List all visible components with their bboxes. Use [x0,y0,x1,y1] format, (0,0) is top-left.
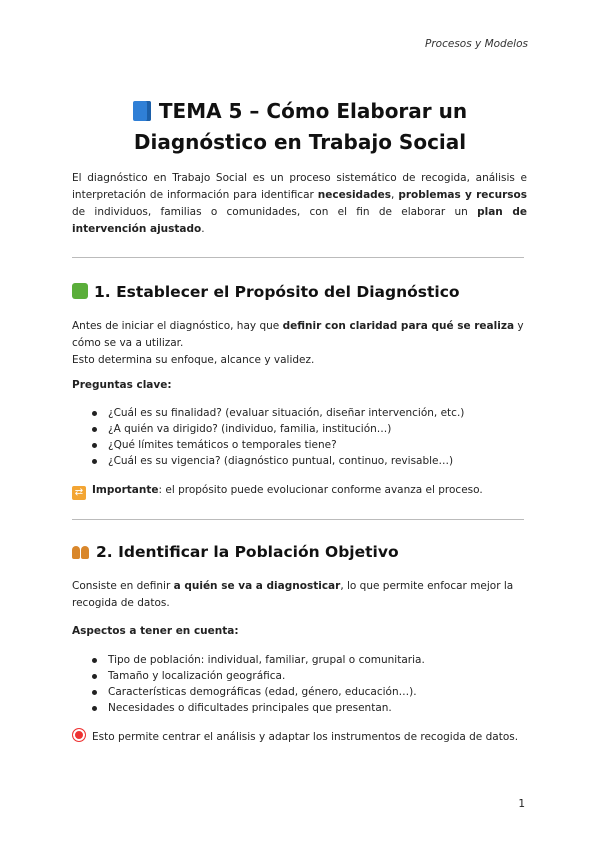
list-item: ¿Qué límites temáticos o temporales tiene? [72,437,527,453]
list-item: ¿Cuál es su vigencia? (diagnóstico puntual, continuo, revisable…) [72,453,527,469]
people-icon [72,545,90,559]
section-2-list [72,652,527,716]
running-header: Procesos y Modelos [425,38,528,50]
section-2-heading: 2. Identificar la Población Objetivo [72,543,399,561]
repeat-icon: ⇄ [72,486,86,500]
target-icon [72,728,86,742]
section-1-paragraph: Antes de iniciar el diagnóstico, hay que definir con claridad para qué se realiza y cómo se va a utilizar. Esto determina su enfoque, alcance y validez. [72,320,524,366]
page-title: TEMA 5 – Cómo Elaborar un Diagnóstico en Trabajo Social [133,99,468,154]
page-number: 1 [518,798,525,810]
section-2-list-title: Aspectos a tener en cuenta: [72,625,239,637]
list-item: ¿Cuál es su finalidad? (evaluar situación, diseñar intervención, etc.) [72,405,527,421]
list-item: Características demográficas (edad, género, educación…). [72,684,527,700]
section-1-list [72,405,527,469]
list-item: Necesidades o dificultades principales que presentan. [72,700,527,716]
list-item: Tamaño y localización geográfica. [72,668,527,684]
section-1-note: ⇄ Importante: el propósito puede evolucionar conforme avanza el proceso. [72,482,527,500]
list-item: Tipo de población: individual, familiar, grupal o comunitaria. [72,652,527,668]
book-icon [133,101,151,121]
intro-paragraph: El diagnóstico en Trabajo Social es un proceso sistemático de recogida, análisis e interpretación de información para identificar necesidades, problemas y recursos de individuos, familias o comunidades, con el fin de elaborar un plan de intervención ajustado. [72,172,528,235]
puzzle-icon [72,283,88,299]
divider [72,519,524,520]
section-1-list-title: Preguntas clave: [72,379,172,391]
section-2-note: Esto permite centrar el análisis y adaptar los instrumentos de recogida de datos. [72,728,527,746]
list-item: ¿A quién va dirigido? (individuo, familia, institución…) [72,421,527,437]
section-1-heading: 1. Establecer el Propósito del Diagnóstico [72,283,460,301]
divider [72,257,524,258]
section-2-paragraph: Consiste en definir a quién se va a diagnosticar, lo que permite enfocar mejor la recogida de datos. [72,580,514,609]
